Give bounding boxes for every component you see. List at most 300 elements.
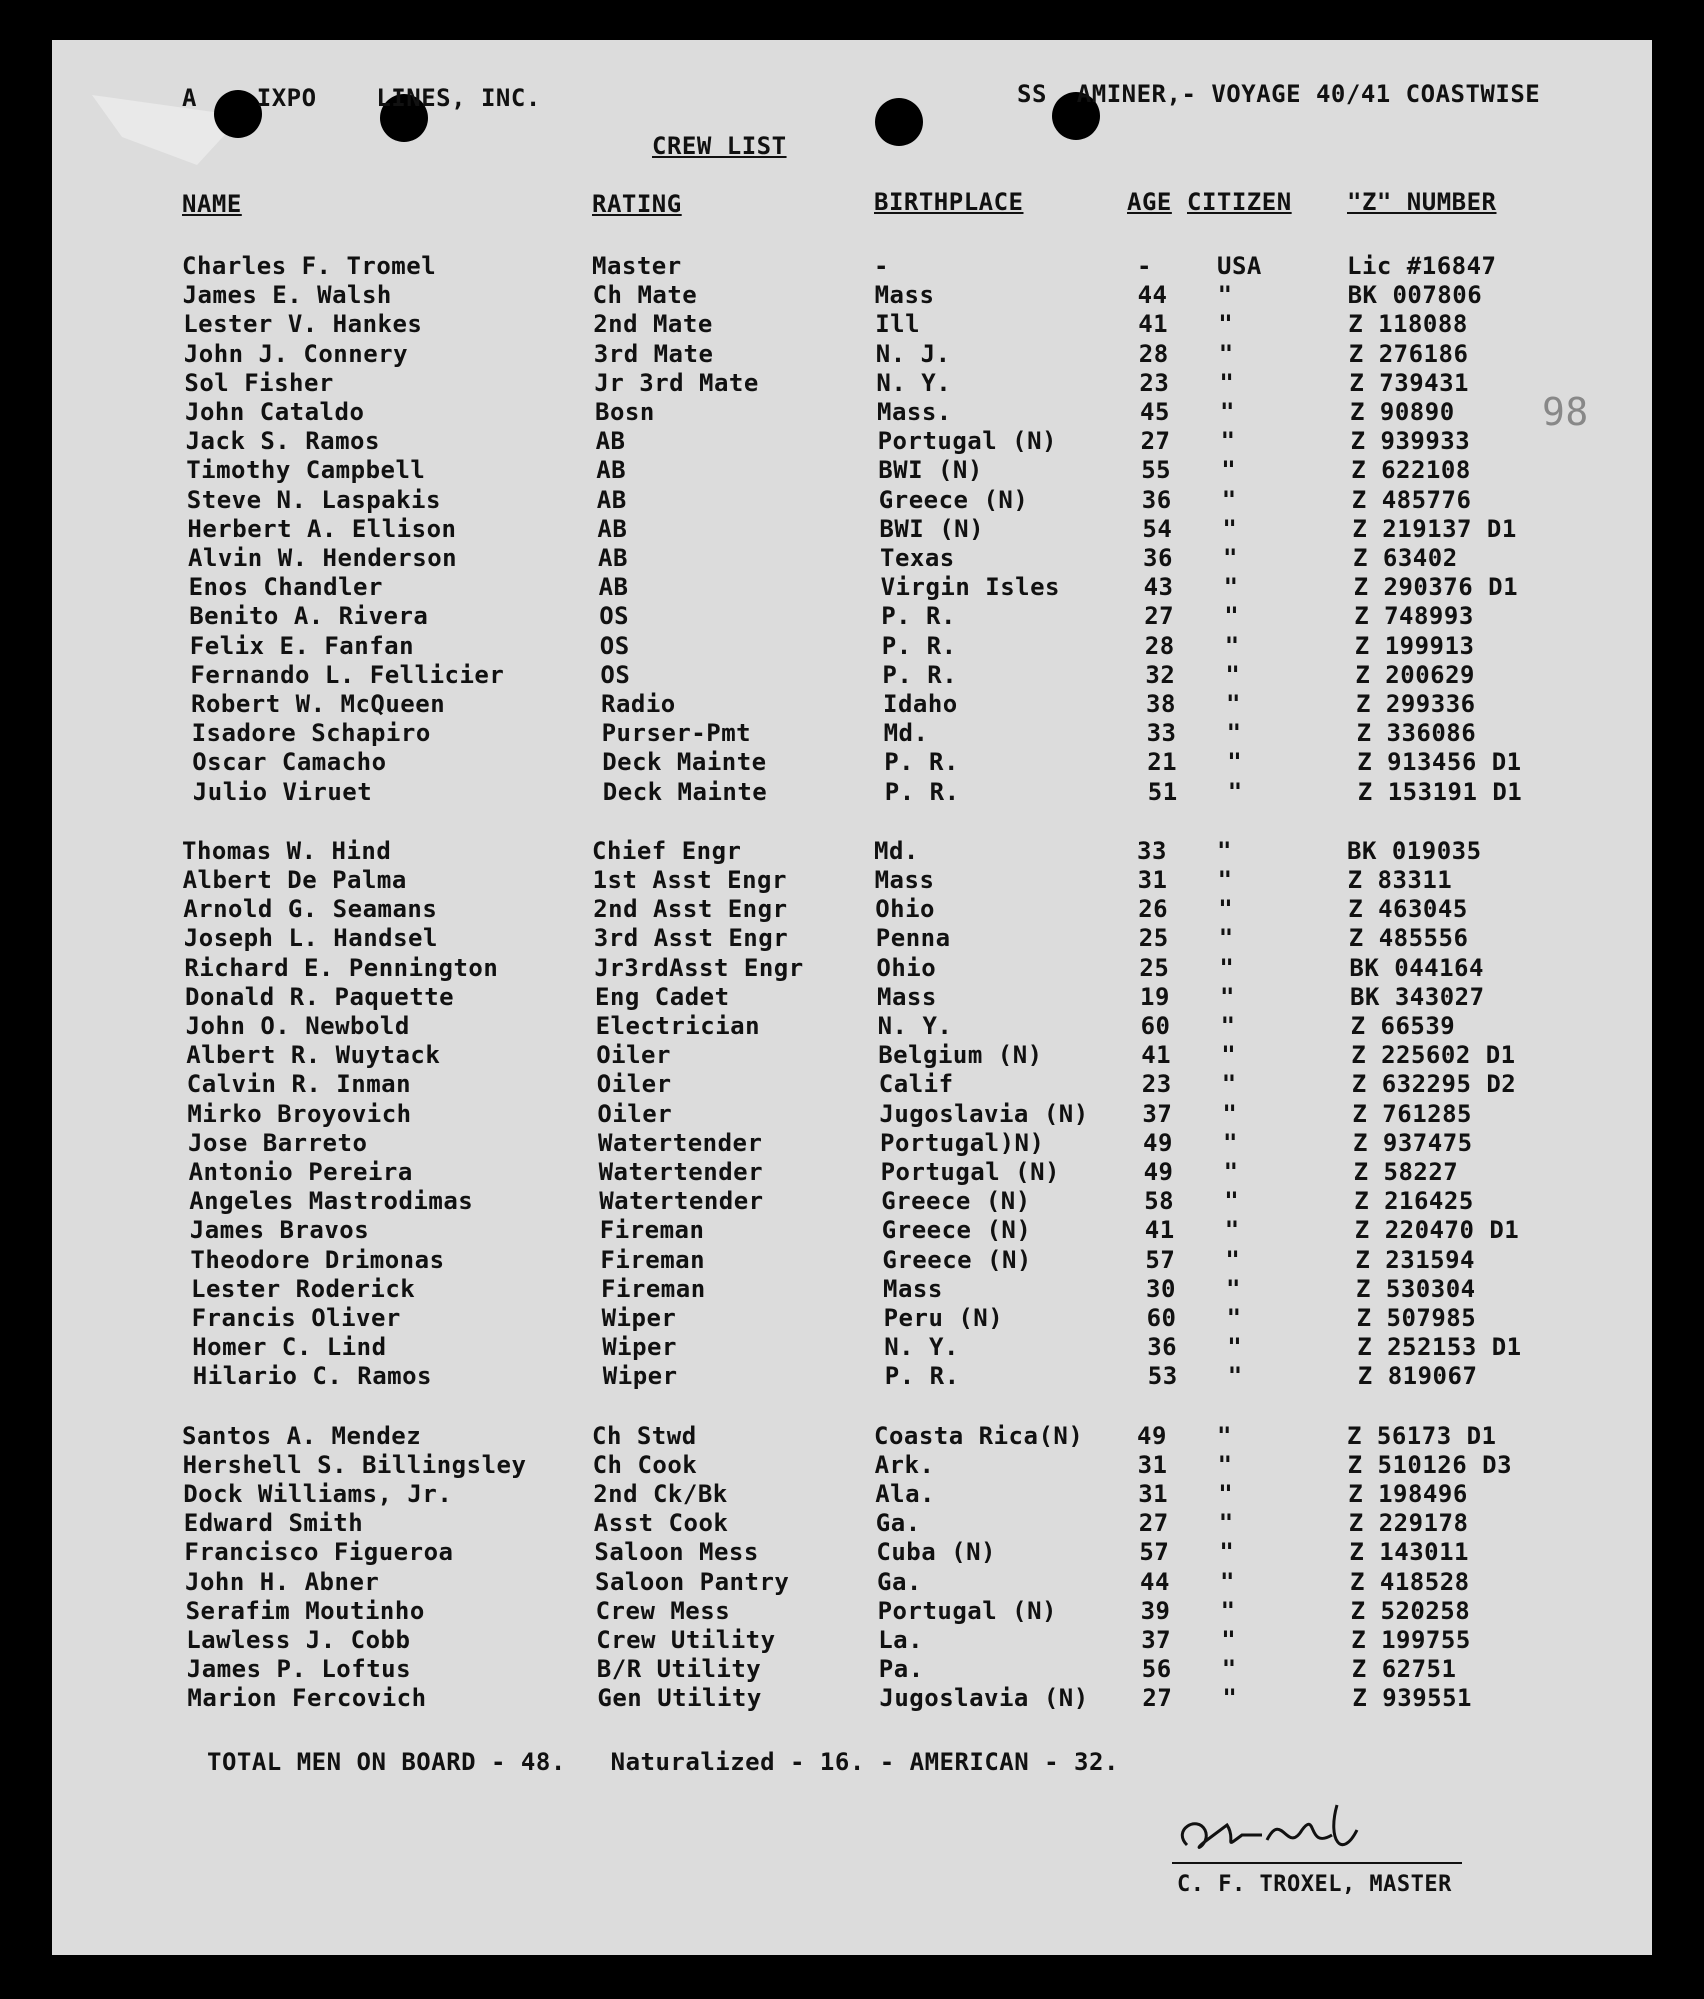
crew-name: Enos Chandler	[188, 573, 383, 602]
crew-z-number: Z 939933	[1350, 427, 1471, 456]
crew-row	[52, 1538, 1652, 1568]
crew-age: 37	[1141, 1626, 1172, 1654]
crew-age: 36	[1141, 485, 1172, 514]
crew-rating: Jr 3rd Mate	[594, 368, 759, 397]
crew-name: Hershell S. Billingsley	[182, 1450, 527, 1479]
crew-z-number: Z 231594	[1355, 1245, 1475, 1274]
crew-birthplace: Ga.	[875, 1509, 921, 1538]
crew-citizen: "	[1224, 1187, 1240, 1216]
crew-name: Santos A. Mendez	[182, 1421, 422, 1450]
crew-birthplace: Portugal (N)	[880, 1158, 1060, 1186]
col-header-name: NAME	[182, 190, 242, 218]
crew-citizen: "	[1222, 1099, 1238, 1128]
crew-z-number: BK 007806	[1347, 281, 1483, 310]
crew-age: 37	[1142, 1099, 1173, 1128]
crew-row	[52, 310, 1652, 340]
crew-birthplace: Pa.	[878, 1655, 924, 1684]
crew-citizen: "	[1226, 719, 1242, 748]
crew-z-number: Z 819067	[1357, 1362, 1478, 1391]
crew-row	[52, 1304, 1652, 1334]
crew-row	[52, 1655, 1652, 1685]
crew-rating: OS	[600, 660, 631, 689]
crew-z-number: Z 58227	[1353, 1158, 1459, 1186]
crew-z-number: BK 019035	[1347, 836, 1482, 865]
crew-birthplace: Mass	[874, 281, 935, 310]
crew-z-number: Z 939551	[1352, 1684, 1472, 1713]
crew-citizen: "	[1220, 1012, 1236, 1040]
crew-birthplace: Ga.	[877, 1567, 922, 1596]
crew-rating: Saloon Pantry	[595, 1567, 790, 1596]
crew-citizen: "	[1223, 1128, 1238, 1157]
crew-age: 36	[1143, 544, 1173, 572]
crew-name: Isadore Schapiro	[191, 719, 431, 748]
crew-birthplace: Mass	[883, 1274, 943, 1303]
crew-z-number: Z 622108	[1351, 456, 1471, 485]
crew-rating: 2nd Asst Engr	[593, 895, 788, 924]
crew-rating: Wiper	[601, 1304, 677, 1332]
crew-name: James P. Loftus	[186, 1655, 412, 1684]
col-header-rating: RATING	[592, 190, 682, 218]
crew-age: 60	[1140, 1012, 1171, 1040]
crew-name: Oscar Camacho	[192, 748, 387, 777]
crew-z-number: Z 913456 D1	[1357, 748, 1522, 777]
crew-z-number: Z 216425	[1354, 1187, 1474, 1216]
crew-citizen: "	[1220, 427, 1236, 456]
document-page	[52, 40, 1652, 1955]
crew-rating: Watertender	[598, 1158, 764, 1186]
crew-birthplace: Ill	[875, 310, 921, 339]
ship-voyage: SS AMINER,- VOYAGE 40/41 COASTWISE	[1017, 80, 1541, 108]
crew-rating: Electrician	[595, 1012, 761, 1040]
crew-citizen: "	[1223, 544, 1238, 572]
crew-z-number: Z 336086	[1356, 719, 1477, 748]
crew-row	[52, 1568, 1652, 1598]
crew-rating: OS	[599, 631, 630, 660]
crew-birthplace: P. R.	[881, 602, 956, 631]
crew-name: Mirko Broyovich	[187, 1099, 412, 1128]
crew-z-number: Z 299336	[1356, 690, 1476, 718]
crew-birthplace: P. R.	[884, 1362, 960, 1391]
crew-birthplace: Mass	[874, 866, 935, 894]
crew-rating: Fireman	[601, 1274, 706, 1303]
crew-row	[52, 602, 1652, 632]
crew-rating: 1st Asst Engr	[592, 866, 787, 894]
crew-z-number: Z 252153 D1	[1357, 1333, 1522, 1362]
crew-citizen: "	[1218, 339, 1234, 368]
crew-age: 60	[1146, 1304, 1177, 1332]
crew-row	[52, 1684, 1652, 1714]
crew-name: Arnold G. Seamans	[183, 895, 438, 924]
crew-birthplace: Cuba (N)	[876, 1538, 996, 1567]
crew-rating: AB	[596, 485, 627, 514]
crew-row	[52, 924, 1652, 954]
crew-citizen: "	[1218, 895, 1234, 924]
crew-rating: Jr3rdAsst Engr	[594, 953, 804, 982]
crew-z-number: Lic #16847	[1347, 252, 1497, 280]
crew-birthplace: BWI (N)	[878, 456, 983, 485]
crew-row	[52, 340, 1652, 370]
crew-z-number: BK 343027	[1350, 982, 1485, 1011]
crew-rating: Oiler	[597, 1099, 673, 1128]
crew-row	[52, 252, 1652, 282]
crew-citizen: "	[1225, 660, 1241, 689]
crew-citizen: "	[1221, 485, 1237, 514]
crew-citizen: "	[1218, 310, 1234, 339]
crew-citizen: "	[1226, 1274, 1241, 1303]
crew-rating: Chief Engr	[592, 836, 742, 865]
crew-name: Lester Roderick	[191, 1274, 416, 1303]
crew-age: 36	[1147, 1333, 1178, 1362]
crew-age: 28	[1144, 631, 1175, 660]
crew-citizen: "	[1218, 1509, 1234, 1538]
crew-rating: Fireman	[599, 1216, 705, 1245]
crew-name: John H. Abner	[185, 1567, 380, 1596]
crew-row	[52, 1480, 1652, 1510]
crew-rating: Oiler	[596, 1070, 672, 1099]
crew-z-number: Z 761285	[1352, 1099, 1472, 1128]
crew-citizen: "	[1222, 514, 1238, 543]
crew-name: Calvin R. Inman	[186, 1070, 412, 1099]
crew-z-number: Z 632295 D2	[1351, 1070, 1517, 1099]
crew-age: 30	[1146, 1274, 1176, 1303]
crew-row	[52, 1597, 1652, 1627]
crew-age: 27	[1144, 602, 1175, 631]
crew-z-number: Z 530304	[1356, 1274, 1476, 1303]
crew-row	[52, 1509, 1652, 1539]
col-header-age: AGE	[1127, 188, 1172, 216]
crew-citizen: "	[1222, 1684, 1238, 1713]
crew-name: Steve N. Laspakis	[186, 485, 441, 514]
crew-age: 43	[1143, 573, 1174, 602]
crew-row	[52, 1070, 1652, 1100]
crew-birthplace: N. Y.	[884, 1333, 959, 1362]
crew-citizen: "	[1226, 1304, 1242, 1332]
crew-rating: Wiper	[602, 1362, 678, 1391]
crew-rating: Fireman	[600, 1245, 706, 1274]
crew-z-number: Z 56173 D1	[1347, 1421, 1497, 1450]
crew-rating: Asst Cook	[593, 1509, 729, 1538]
crew-citizen: "	[1218, 1480, 1234, 1508]
crew-birthplace: Coasta Rica(N)	[874, 1421, 1084, 1450]
crew-z-number: Z 90890	[1350, 398, 1455, 426]
crew-age: 57	[1139, 1538, 1170, 1567]
crew-name: John Cataldo	[185, 398, 365, 426]
crew-name: Lester V. Hankes	[183, 310, 423, 339]
crew-birthplace: Ala.	[875, 1480, 935, 1508]
crew-age: 33	[1146, 719, 1177, 748]
signature-name: C. F. TROXEL, MASTER	[1177, 1872, 1452, 1897]
crew-age: 39	[1140, 1596, 1171, 1625]
crew-z-number: Z 937475	[1353, 1128, 1473, 1157]
crew-rating: Ch Stwd	[592, 1421, 697, 1450]
crew-age: 58	[1144, 1187, 1175, 1216]
crew-name: James E. Walsh	[182, 281, 392, 310]
crew-age: 19	[1140, 982, 1170, 1011]
crew-birthplace: Belgium (N)	[878, 1041, 1043, 1070]
document-title: CREW LIST	[652, 132, 787, 160]
col-header-citizen: CITIZEN	[1187, 188, 1292, 216]
crew-birthplace: N. J.	[875, 339, 951, 368]
crew-birthplace: Virgin Isles	[880, 573, 1060, 602]
crew-age: -	[1137, 252, 1152, 280]
crew-age: 25	[1139, 953, 1170, 982]
signature-line	[1172, 1862, 1462, 1864]
crew-birthplace: BWI (N)	[879, 514, 985, 543]
crew-row	[52, 456, 1652, 486]
crew-z-number: Z 485776	[1351, 485, 1472, 514]
crew-citizen: "	[1220, 1567, 1235, 1596]
crew-citizen: "	[1224, 631, 1240, 660]
crew-name: Angeles Mastrodimas	[189, 1187, 474, 1216]
crew-z-number: Z 62751	[1351, 1655, 1457, 1684]
crew-name: Hilario C. Ramos	[192, 1362, 432, 1391]
crew-name: Herbert A. Ellison	[187, 514, 457, 543]
crew-citizen: "	[1226, 690, 1241, 718]
crew-citizen: "	[1218, 924, 1234, 953]
crew-rating: Saloon Mess	[594, 1538, 759, 1567]
crew-name: Donald R. Paquette	[185, 982, 455, 1011]
crew-row	[52, 837, 1652, 867]
crew-name: Fernando L. Fellicier	[190, 660, 505, 689]
crew-name: Felix E. Fanfan	[189, 631, 415, 660]
crew-name: Alvin W. Henderson	[188, 544, 458, 572]
crew-birthplace: Ohio	[876, 953, 937, 982]
crew-name: Theodore Drimonas	[190, 1245, 445, 1274]
crew-birthplace: N. Y.	[876, 368, 952, 397]
crew-age: 31	[1138, 1480, 1169, 1508]
crew-z-number: Z 220470 D1	[1354, 1216, 1520, 1245]
crew-rating: AB	[597, 514, 628, 543]
crew-z-number: Z 118088	[1348, 310, 1468, 339]
crew-z-number: Z 418528	[1350, 1567, 1470, 1596]
crew-age: 49	[1137, 1421, 1167, 1450]
crew-citizen: "	[1220, 982, 1235, 1011]
crew-row	[52, 778, 1652, 808]
crew-age: 31	[1137, 866, 1168, 894]
crew-rating: AB	[598, 573, 629, 602]
crew-row	[52, 573, 1652, 603]
crew-z-number: Z 198496	[1348, 1480, 1468, 1508]
crew-rating: Bosn	[595, 398, 655, 426]
crew-age: 55	[1141, 456, 1172, 485]
crew-age: 23	[1141, 1070, 1172, 1099]
crew-z-number: Z 219137 D1	[1352, 514, 1517, 543]
crew-age: 31	[1137, 1450, 1168, 1479]
crew-age: 38	[1146, 690, 1176, 718]
crew-citizen: "	[1221, 1626, 1237, 1654]
crew-name: Albert R. Wuytack	[186, 1041, 441, 1070]
crew-z-number: Z 200629	[1355, 660, 1475, 689]
crew-age: 57	[1145, 1245, 1176, 1274]
crew-z-number: Z 485556	[1348, 924, 1469, 953]
crew-name: Francis Oliver	[191, 1304, 401, 1332]
crew-citizen: "	[1217, 866, 1233, 894]
crew-z-number: Z 748993	[1354, 602, 1474, 631]
crew-age: 41	[1141, 1041, 1172, 1070]
crew-name: Lawless J. Cobb	[186, 1626, 411, 1654]
crew-citizen: "	[1217, 836, 1232, 865]
crew-row	[52, 1246, 1652, 1276]
crew-birthplace: Greece (N)	[881, 1187, 1031, 1216]
crew-rating: Wiper	[602, 1333, 677, 1362]
crew-rating: Watertender	[598, 1128, 763, 1157]
crew-age: 49	[1143, 1128, 1173, 1157]
crew-rating: 3rd Mate	[593, 339, 714, 368]
crew-citizen: "	[1217, 281, 1233, 310]
crew-rating: Master	[592, 252, 682, 280]
crew-row	[52, 515, 1652, 545]
crew-age: 54	[1142, 514, 1173, 543]
crew-rating: B/R Utility	[596, 1655, 762, 1684]
crew-z-number: Z 229178	[1348, 1509, 1469, 1538]
crew-birthplace: Calif	[878, 1070, 954, 1099]
crew-age: 25	[1138, 924, 1169, 953]
crew-rating: Deck Mainte	[602, 748, 767, 777]
crew-z-number: Z 276186	[1348, 339, 1469, 368]
crew-rating: Crew Utility	[596, 1626, 776, 1654]
crew-birthplace: P. R.	[881, 631, 957, 660]
crew-row	[52, 983, 1652, 1013]
crew-citizen: "	[1227, 1362, 1243, 1391]
crew-birthplace: Texas	[880, 544, 955, 572]
crew-rating: Watertender	[599, 1187, 764, 1216]
crew-row	[52, 369, 1652, 399]
crew-age: 33	[1137, 836, 1167, 865]
page-number: 98	[1542, 390, 1589, 434]
crew-name: James Bravos	[189, 1216, 370, 1245]
crew-z-number: Z 199755	[1351, 1626, 1471, 1654]
crew-name: Jack S. Ramos	[185, 427, 380, 456]
crew-z-number: Z 290376 D1	[1353, 573, 1519, 602]
crew-z-number: Z 66539	[1350, 1012, 1456, 1040]
crew-z-number: Z 463045	[1348, 895, 1468, 924]
crew-citizen: "	[1221, 1655, 1237, 1684]
crew-rating: Deck Mainte	[602, 777, 768, 806]
crew-citizen: "	[1219, 953, 1235, 982]
crew-row	[52, 1451, 1652, 1481]
crew-birthplace: Jugoslavia (N)	[879, 1684, 1089, 1713]
crew-z-number: Z 143011	[1349, 1538, 1469, 1567]
crew-row	[52, 748, 1652, 778]
crew-citizen: "	[1217, 1450, 1233, 1479]
crew-birthplace: Mass	[877, 982, 937, 1011]
col-header-birthplace: BIRTHPLACE	[874, 188, 1024, 216]
crew-rating: Radio	[601, 690, 676, 718]
totals-line: TOTAL MEN ON BOARD - 48. Naturalized - 16. - AMERICAN - 32.	[207, 1748, 1119, 1776]
crew-name: Charles F. Tromel	[182, 252, 437, 280]
crew-z-number: Z 153191 D1	[1357, 777, 1523, 806]
crew-birthplace: Portugal (N)	[877, 1596, 1057, 1625]
crew-birthplace: Mass.	[877, 398, 952, 426]
crew-row	[52, 1333, 1652, 1363]
crew-row	[52, 895, 1652, 925]
crew-citizen: "	[1217, 1421, 1232, 1450]
crew-age: 27	[1142, 1684, 1173, 1713]
crew-birthplace: Greece (N)	[882, 1245, 1032, 1274]
crew-birthplace: P. R.	[884, 777, 960, 806]
crew-rating: Oiler	[596, 1041, 671, 1070]
crew-birthplace: -	[874, 252, 889, 280]
crew-name: John O. Newbold	[185, 1012, 410, 1040]
crew-name: Jose Barreto	[188, 1128, 368, 1157]
crew-age: 21	[1147, 748, 1178, 777]
crew-z-number: Z 225602 D1	[1351, 1041, 1516, 1070]
crew-citizen: "	[1223, 1158, 1239, 1186]
crew-rating: 2nd Mate	[593, 310, 713, 339]
crew-birthplace: Ohio	[875, 895, 935, 924]
crew-age: 23	[1139, 368, 1170, 397]
crew-row	[52, 1012, 1652, 1042]
crew-row	[52, 486, 1652, 516]
punch-hole	[875, 98, 923, 146]
crew-citizen: "	[1227, 1333, 1243, 1362]
crew-row	[52, 281, 1652, 311]
crew-age: 27	[1140, 427, 1171, 456]
crew-rating: Purser-Pmt	[601, 719, 752, 748]
crew-citizen: "	[1227, 777, 1243, 806]
crew-age: 41	[1138, 310, 1169, 339]
crew-citizen: "	[1225, 1245, 1241, 1274]
crew-row	[52, 1100, 1652, 1130]
crew-age: 53	[1147, 1362, 1178, 1391]
crew-name: Julio Viruet	[192, 777, 373, 806]
crew-rating: Ch Mate	[592, 281, 698, 310]
crew-age: 44	[1140, 1567, 1170, 1596]
crew-row	[52, 1275, 1652, 1305]
crew-name: John J. Connery	[183, 339, 409, 368]
crew-name: Edward Smith	[183, 1509, 364, 1538]
crew-z-number: Z 739431	[1349, 368, 1469, 397]
crew-name: Marion Fercovich	[187, 1684, 427, 1713]
crew-citizen: "	[1223, 573, 1239, 602]
crew-age: 51	[1147, 777, 1178, 806]
crew-age: 56	[1141, 1655, 1172, 1684]
crew-name: Timothy Campbell	[186, 456, 426, 485]
crew-name: Serafim Moutinho	[185, 1596, 425, 1625]
crew-birthplace: Greece (N)	[881, 1216, 1032, 1245]
crew-rating: OS	[599, 602, 630, 631]
crew-rating: Crew Mess	[595, 1596, 731, 1625]
crew-birthplace: P. R.	[882, 660, 958, 689]
crew-rating: Eng Cadet	[595, 982, 730, 1011]
crew-row	[52, 1362, 1652, 1392]
crew-birthplace: N. Y.	[877, 1012, 953, 1040]
crew-citizen: "	[1219, 1538, 1235, 1567]
crew-row	[52, 1626, 1652, 1656]
crew-rating: AB	[595, 427, 626, 456]
crew-row	[52, 1422, 1652, 1452]
crew-name: Francisco Figueroa	[184, 1538, 454, 1567]
crew-citizen: "	[1220, 1596, 1236, 1625]
crew-birthplace: Jugoslavia (N)	[879, 1099, 1089, 1128]
company-name: A IXPO LINES, INC.	[182, 84, 541, 112]
crew-age: 49	[1143, 1158, 1174, 1186]
crew-citizen: "	[1221, 1041, 1237, 1070]
signature-scrawl	[1167, 1800, 1427, 1870]
crew-row	[52, 1158, 1652, 1188]
crew-rating: AB	[598, 544, 628, 572]
crew-age: 28	[1138, 339, 1169, 368]
crew-birthplace: Md.	[874, 836, 919, 865]
crew-birthplace: Portugal)N)	[880, 1128, 1045, 1157]
crew-z-number: Z 507985	[1356, 1304, 1477, 1332]
crew-birthplace: Portugal (N)	[877, 427, 1057, 456]
crew-row	[52, 1187, 1652, 1217]
crew-birthplace: Penna	[875, 924, 951, 953]
crew-citizen: "	[1227, 748, 1243, 777]
crew-row	[52, 866, 1652, 896]
crew-z-number: Z 63402	[1353, 544, 1458, 572]
